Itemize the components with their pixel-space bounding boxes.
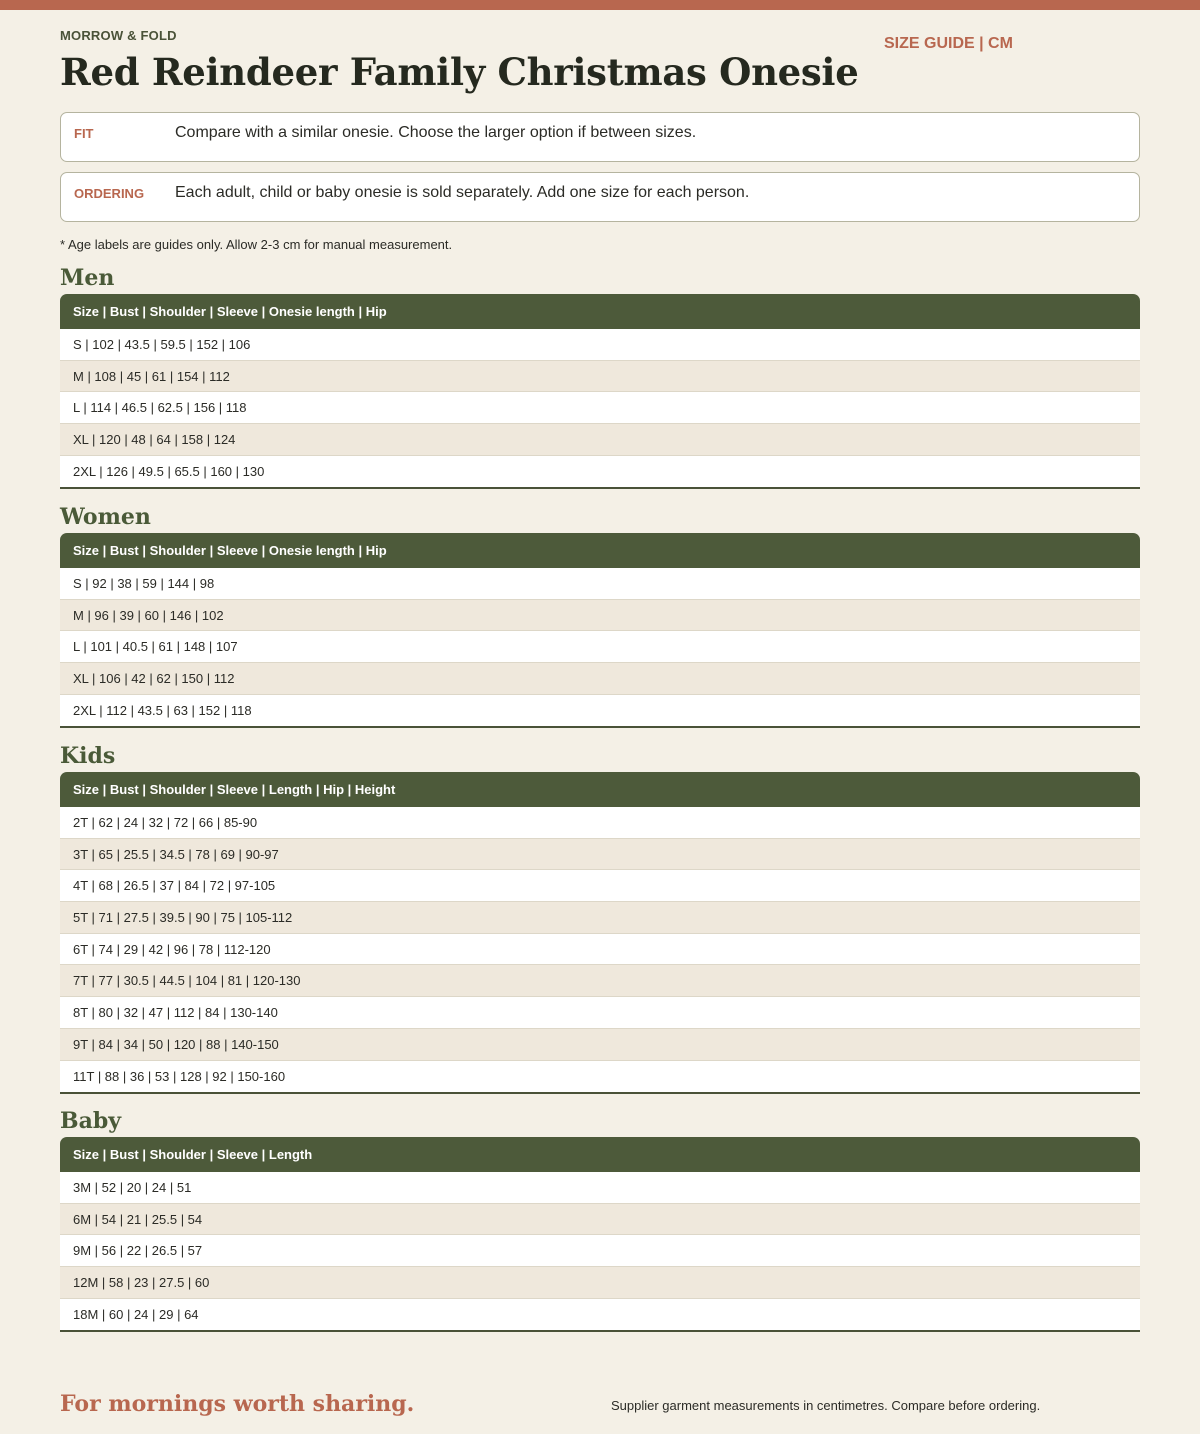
table-header: Size | Bust | Shoulder | Sleeve | Onesie length | Hip (60, 533, 1140, 568)
table-row: 9M | 56 | 22 | 26.5 | 57 (60, 1235, 1140, 1267)
ordering-note-text: Each adult, child or baby onesie is sold separately. Add one size for each person. (175, 184, 750, 201)
table-row: 6T | 74 | 29 | 42 | 96 | 78 | 112-120 (60, 934, 1140, 966)
table-header: Size | Bust | Shoulder | Sleeve | Length | Hip | Height (60, 772, 1140, 807)
table-row: S | 102 | 43.5 | 59.5 | 152 | 106 (60, 329, 1140, 361)
table-row: M | 96 | 39 | 60 | 146 | 102 (60, 600, 1140, 632)
table-row: 12M | 58 | 23 | 27.5 | 60 (60, 1267, 1140, 1299)
footer-slogan: For mornings worth sharing. (60, 1391, 415, 1417)
section-title-women: Women (60, 504, 151, 530)
table-row: S | 92 | 38 | 59 | 144 | 98 (60, 568, 1140, 600)
size-table-men (60, 294, 1140, 489)
fit-note-box (60, 112, 1140, 162)
table-row: 3T | 65 | 25.5 | 34.5 | 78 | 69 | 90-97 (60, 839, 1140, 871)
table-row: 3M | 52 | 20 | 24 | 51 (60, 1172, 1140, 1204)
table-header: Size | Bust | Shoulder | Sleeve | Onesie length | Hip (60, 294, 1140, 329)
measurement-footnote: * Age labels are guides only. Allow 2-3 cm for manual measurement. (60, 237, 453, 252)
table-row: 18M | 60 | 24 | 29 | 64 (60, 1299, 1140, 1331)
footer-note: Supplier garment measurements in centimetres. Compare before ordering. (611, 1398, 1041, 1413)
table-row: 9T | 84 | 34 | 50 | 120 | 88 | 140-150 (60, 1029, 1140, 1061)
table-row: XL | 106 | 42 | 62 | 150 | 112 (60, 663, 1140, 695)
table-row: L | 101 | 40.5 | 61 | 148 | 107 (60, 631, 1140, 663)
section-title-kids: Kids (60, 743, 116, 769)
ordering-note-label: ORDERING (74, 186, 145, 201)
table-row: 5T | 71 | 27.5 | 39.5 | 90 | 75 | 105-112 (60, 902, 1140, 934)
ordering-note-box (60, 172, 1140, 222)
section-title-baby: Baby (60, 1108, 122, 1134)
table-row: 11T | 88 | 36 | 53 | 128 | 92 | 150-160 (60, 1061, 1140, 1093)
table-row: 8T | 80 | 32 | 47 | 112 | 84 | 130-140 (60, 997, 1140, 1029)
table-row: M | 108 | 45 | 61 | 154 | 112 (60, 361, 1140, 393)
fit-note-text: Compare with a similar onesie. Choose the larger option if between sizes. (175, 124, 697, 141)
top-accent-bar (0, 0, 1200, 10)
size-table-baby (60, 1137, 1140, 1332)
table-row: L | 114 | 46.5 | 62.5 | 156 | 118 (60, 392, 1140, 424)
section-title-men: Men (60, 265, 115, 291)
table-row: 2XL | 126 | 49.5 | 65.5 | 160 | 130 (60, 456, 1140, 488)
table-row: 2XL | 112 | 43.5 | 63 | 152 | 118 (60, 695, 1140, 727)
page-title: Red Reindeer Family Christmas Onesie (60, 50, 859, 94)
table-row: 7T | 77 | 30.5 | 44.5 | 104 | 81 | 120-130 (60, 965, 1140, 997)
size-table-kids (60, 772, 1140, 1094)
table-header: Size | Bust | Shoulder | Sleeve | Length (60, 1137, 1140, 1172)
brand-name: MORROW & FOLD (60, 28, 177, 43)
fit-note-label: FIT (74, 126, 94, 141)
size-guide-tag: SIZE GUIDE | CM (884, 35, 1013, 52)
table-row: XL | 120 | 48 | 64 | 158 | 124 (60, 424, 1140, 456)
table-row: 2T | 62 | 24 | 32 | 72 | 66 | 85-90 (60, 807, 1140, 839)
table-row: 6M | 54 | 21 | 25.5 | 54 (60, 1204, 1140, 1236)
size-table-women (60, 533, 1140, 728)
table-row: 4T | 68 | 26.5 | 37 | 84 | 72 | 97-105 (60, 870, 1140, 902)
